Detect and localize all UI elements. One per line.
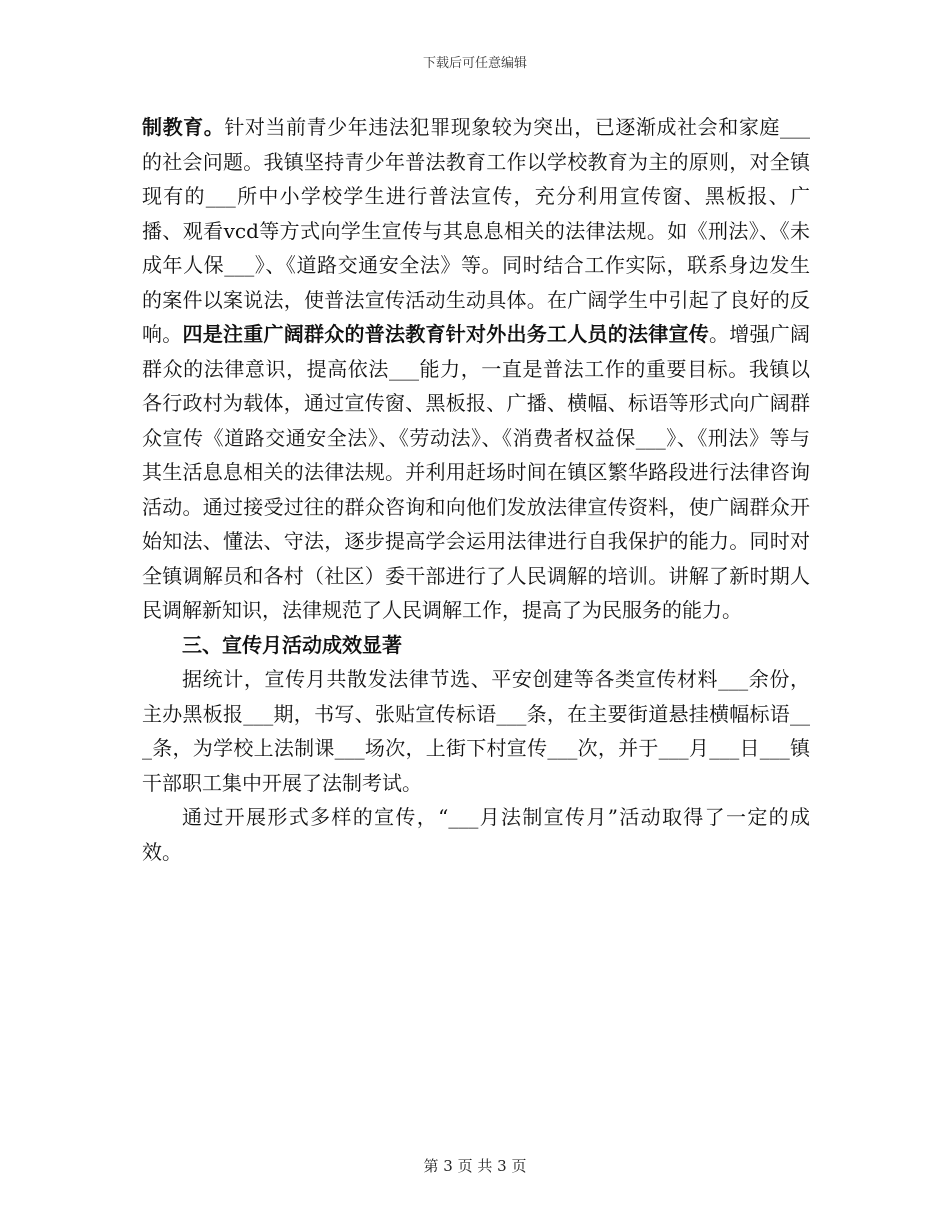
bold-phrase-education: 制教育。 [142, 115, 225, 139]
bold-phrase-public-education: 四是注重广阔群众的普法教育针对外出务工人员的法律宣传 [182, 322, 709, 346]
document-body [142, 110, 810, 869]
paragraph-text-youth: 针对当前青少年违法犯罪现象较为突出，已逐渐成社会和家庭___的社会问题。我镇坚持青少年普法教育工作以学校教育为主的原则，对全镇现有的___所中小学校学生进行普法宣传，充分利用宣传窗、黑板报、广播、观看vcd等方式向学生宣传与其息息相关的法律法规。如《刑法》、《未成年人保___》、《道路交通安全法》等。同时结合工作实际，联系身边发生的案件以案说法，使普法宣传活动生动具体。在广阔学生中引起了良好的反响。 [142, 115, 811, 346]
section-heading-results: 三、宣传月活动成效显著 [182, 632, 402, 657]
body-paragraph-legal-education [142, 110, 810, 628]
body-paragraph-conclusion: 通过开展形式多样的宣传，“___月法制宣传月”活动取得了一定的成效。 [142, 805, 810, 864]
paragraph-text-public: 。增强广阔群众的法律意识，提高依法___能力，一直是普法工作的重要目标。我镇以各行政村为载体，通过宣传窗、黑板报、广播、横幅、标语等形式向广阔群众宣传《道路交通安全法》、《劳动法》、《消费者权益保___》、《刑法》等与其生活息息相关的法律法规。并利用赶场时间在镇区繁华路段进行法律咨询活动。通过接受过往的群众咨询和向他们发放法律宣传资料，使广阔群众开始知法、懂法、守法，逐步提高学会运用法律进行自我保护的能力。同时对全镇调解员和各村（社区）委干部进行了人民调解的培训。讲解了新时期人民调解新知识，法律规范了人民调解工作，提高了为民服务的能力。 [142, 322, 810, 622]
page-number-footer: 第 3 页 共 3 页 [423, 1157, 527, 1175]
page-header: 下载后可任意编辑 [422, 56, 527, 71]
body-paragraph-statistics: 据统计，宣传月共散发法律节选、平安创建等各类宣传材料___余份，主办黑板报___期，书写、张贴宣传标语___条，在主要街道悬挂横幅标语___条，为学校上法制课___场次，上街下村宣传___次，并于___月___日___镇干部职工集中开展了法制考试。 [142, 667, 810, 795]
